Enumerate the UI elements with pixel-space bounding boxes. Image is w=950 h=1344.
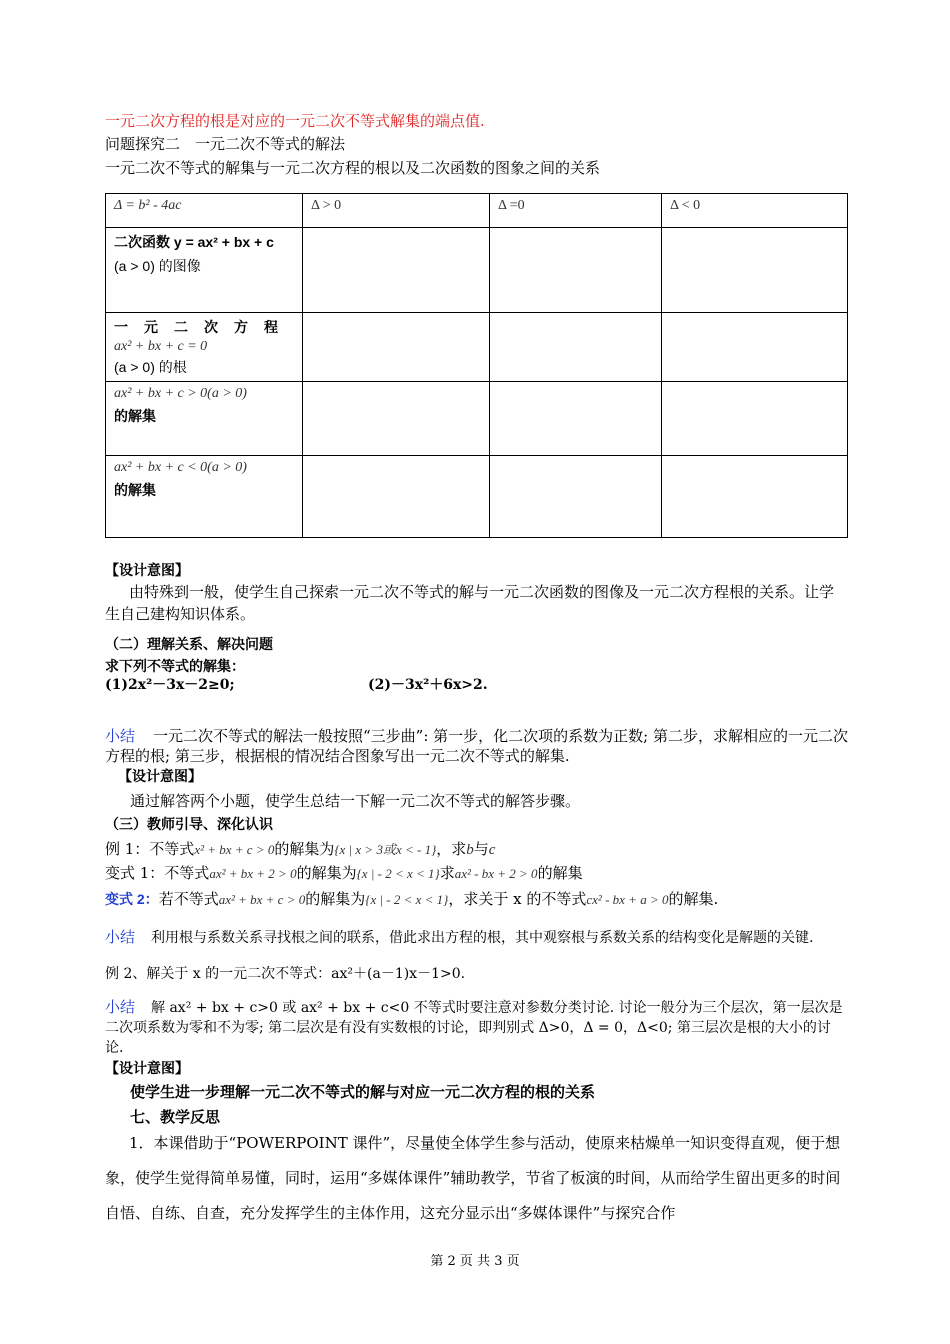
formula: {x | - 2 < x < 1} [356, 866, 440, 881]
formula: x² + bx + c > 0 [194, 842, 275, 857]
example-text: 与 [473, 840, 489, 858]
row-label-line: 的解集 [114, 482, 156, 498]
example-1 [105, 838, 495, 859]
row-label-line: ax² + bx + c < 0(a > 0) [114, 460, 247, 475]
formula: b [466, 842, 474, 858]
design-intent-heading: 【设计意图】 [118, 769, 202, 785]
table-cell [662, 456, 848, 538]
example-text: 若不等式 [158, 890, 219, 908]
design-intent-heading: 【设计意图】 [105, 1061, 189, 1077]
header-zero: Δ =0 [490, 194, 662, 228]
formula: ax² + bx + 2 > 0 [209, 866, 297, 881]
design-intent-text: 通过解答两个小题，使学生总结一下解一元二次不等式的解答步骤。 [130, 792, 581, 810]
row-label-line: 一 元 二 次 方 程 [114, 319, 279, 335]
row-label-gt-solution [106, 382, 303, 456]
table-row [106, 382, 848, 456]
variant-label: 变式 2： [105, 891, 159, 907]
reflection-text: 1．本课借助于“POWERPOINT 课件”，尽量使全体学生参与活动，使原来枯燥单一知识变得直观，便于想象，使学生觉得简单易懂，同时，运用“多媒体课件”辅助教学，节省了板演的时间，从而给学生留出更多的时间自悟、自练、自查，充分发挥学生的主体作用，这充分显示出“多媒体课件”与探究合作 [105, 1134, 841, 1222]
formula: ax² - bx + 2 > 0 [454, 866, 538, 881]
variant-1 [105, 862, 583, 883]
row-label-roots [106, 313, 303, 382]
table-row [106, 456, 848, 538]
table-cell [662, 313, 848, 382]
example-text: 变式 1：不等式 [105, 864, 210, 882]
table-cell [303, 228, 490, 313]
summary-label: 小结 [105, 928, 136, 946]
design-intent-heading: 【设计意图】 [105, 563, 189, 579]
table-row [106, 228, 848, 313]
example-text: ，求关于 x 的不等式 [448, 890, 587, 908]
relation-statement: 一元二次不等式的解集与一元二次方程的根以及二次函数的图象之间的关系 [105, 159, 601, 177]
header-positive: Δ > 0 [303, 194, 490, 228]
section-heading: 七、教学反思 [130, 1109, 221, 1126]
formula: cx² - bx + a > 0 [586, 892, 669, 907]
example-text: ，求 [436, 840, 467, 858]
row-label-line: (a > 0) 的图像 [114, 258, 201, 274]
row-label-line: 的解集 [114, 408, 156, 424]
table-header-row [106, 194, 848, 228]
summary-block [105, 726, 848, 766]
table-cell [303, 456, 490, 538]
table-cell [490, 382, 662, 456]
example-text: 的解集. [668, 890, 719, 908]
row-label-line: ax² + bx + c = 0 [114, 339, 208, 354]
page-footer: 第 2 页 共 3 页 [430, 1254, 520, 1269]
variant-2 [105, 888, 718, 909]
table-cell [662, 382, 848, 456]
table-cell [490, 228, 662, 313]
example-text: 的解集 [537, 864, 583, 882]
formula: {x | x > 3或x < - 1} [334, 842, 437, 857]
table-cell [303, 313, 490, 382]
section-heading: （二）理解关系、解决问题 [105, 636, 273, 652]
row-label-lt-solution [106, 456, 303, 538]
table-cell [490, 313, 662, 382]
formula: ax² + bx + c > 0 [218, 892, 306, 907]
row-label-line: 二次函数 y = ax² + bx + c [114, 234, 274, 250]
table-cell [303, 382, 490, 456]
task-text: 求下列不等式的解集： [105, 658, 245, 674]
formula: {x | - 2 < x < 1} [365, 892, 449, 907]
intro-conclusion: 一元二次方程的根是对应的一元二次不等式解集的端点值. [105, 112, 485, 130]
row-label-graph [106, 228, 303, 313]
formula: c [488, 842, 496, 858]
summary-block [105, 997, 848, 1058]
example-text: 的解集为 [274, 840, 335, 858]
summary-label: 小结 [105, 998, 136, 1016]
exercise-1: (1)2x²－3x－2≥0; [105, 677, 235, 693]
section-heading: （三）教师引导、深化认识 [105, 816, 273, 832]
exercise-2: (2)－3x²＋6x>2. [368, 677, 488, 693]
header-discriminant: Δ = b² - 4ac [106, 194, 303, 228]
row-label-line: ax² + bx + c > 0(a > 0) [114, 386, 247, 401]
row-label-line: (a > 0) 的根 [114, 359, 187, 375]
summary-label: 小结 [105, 727, 136, 745]
problem-heading: 问题探究二 一元二次不等式的解法 [105, 135, 346, 153]
example-text: 例 1：不等式 [105, 840, 195, 858]
example-text: 求 [439, 864, 455, 882]
example-text: 的解集为 [305, 890, 366, 908]
design-intent-text: 由特殊到一般，使学生自己探索一元二次不等式的解与一元二次函数的图像及一元二次方程根的关系。让学生自己建构知识体系。 [105, 583, 835, 623]
summary-text: 解 ax² + bx + c>0 或 ax² + bx + c<0 不等式时要注意对参数分类讨论. 讨论一般分为三个层次，第一层次是二次项系数为零和不为零; 第二层次是有没有实数根的讨论，即判别式 Δ>0，Δ = 0，Δ<0; 第三层次是根的大小的讨论. [105, 1000, 843, 1056]
relation-table [105, 193, 848, 538]
summary-text: 一元二次不等式的解法一般按照“三步曲”: 第一步，化二次项的系数为正数; 第二步，求解相应的一元二次方程的根; 第三步，根据根的情况结合图象写出一元二次不等式的解集. [105, 727, 849, 765]
table-row [106, 313, 848, 382]
design-intent-text: 使学生进一步理解一元二次不等式的解与对应一元二次方程的根的关系 [130, 1084, 596, 1101]
example-text: 的解集为 [296, 864, 357, 882]
header-negative: Δ < 0 [662, 194, 848, 228]
example-2: 例 2、解关于 x 的一元二次不等式：ax²＋(a－1)x－1>0. [105, 966, 466, 982]
table-cell [490, 456, 662, 538]
summary-text: 利用根与系数关系寻找根之间的联系，借此求出方程的根，其中观察根与系数关系的结构变化是解题的关键. [151, 930, 814, 946]
summary-block [105, 928, 848, 948]
table-cell [662, 228, 848, 313]
